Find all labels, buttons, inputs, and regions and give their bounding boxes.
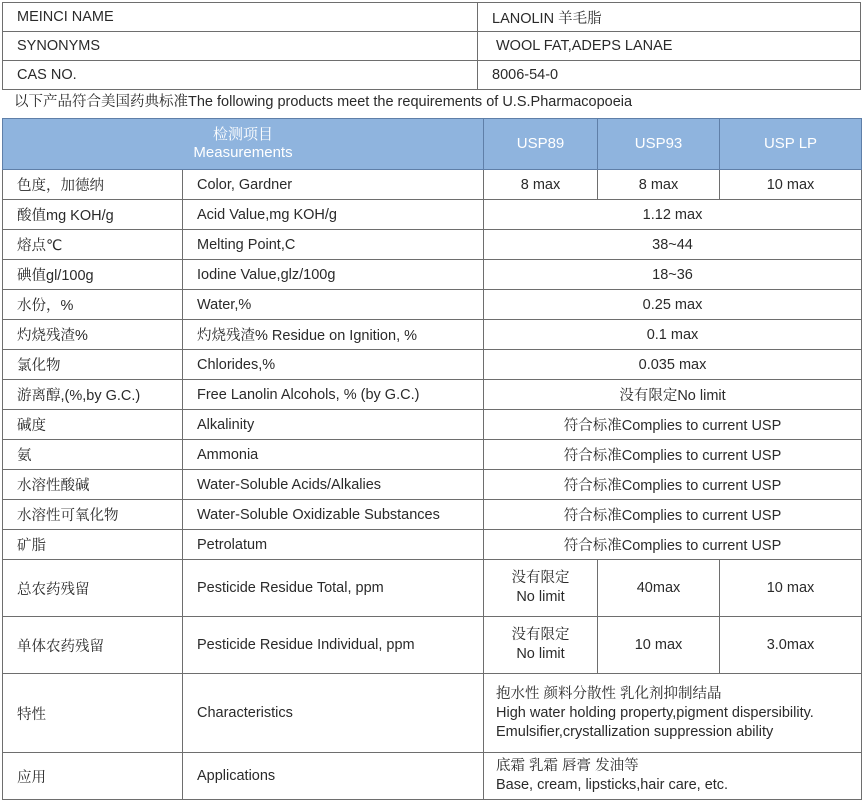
info-row: [3, 3, 861, 32]
item-en: Water-Soluble Oxidizable Substances: [183, 500, 484, 530]
col-header-usplp: USP LP: [720, 119, 862, 170]
table-row: [3, 410, 862, 440]
info-row: [3, 32, 861, 61]
measurements-header: [3, 119, 484, 170]
item-cn: 单体农药残留: [3, 617, 183, 674]
measurements-header-cn: 检测项目: [212, 126, 273, 143]
item-en: Applications: [183, 753, 484, 800]
value-all: 0.25 max: [484, 290, 862, 320]
value-all: 0.035 max: [484, 350, 862, 380]
value-all: 符合标准Complies to current USP: [484, 470, 862, 500]
item-en: Characteristics: [183, 674, 484, 753]
info-label: MEINCI NAME: [3, 3, 478, 32]
item-en: Melting Point,C: [183, 230, 484, 260]
item-cn: 酸值mg KOH/g: [3, 200, 183, 230]
value-all: 18~36: [484, 260, 862, 290]
info-row: [3, 61, 861, 90]
item-en: Water-Soluble Acids/Alkalies: [183, 470, 484, 500]
item-cn: 矿脂: [3, 530, 183, 560]
value-all: 符合标准Complies to current USP: [484, 530, 862, 560]
table-row: [3, 290, 862, 320]
usp-compliance-note: 以下产品符合美国药典标准The following products meet the requirements of U.S.Pharmacopoeia: [14, 94, 633, 110]
applications-line-cn: 底霜 乳霜 唇膏 发油等: [496, 758, 639, 774]
table-row: [3, 753, 862, 800]
table-row: [3, 170, 862, 200]
characteristics-line-cn: 抱水性 颜料分散性 乳化剂抑制结晶: [496, 685, 722, 702]
applications-line-en: Base, cream, lipsticks,hair care, etc.: [496, 777, 729, 793]
value-all: 0.1 max: [484, 320, 862, 350]
characteristics-line-en2: Emulsifier,crystallization suppression ability: [496, 723, 774, 740]
value-usp89: [484, 560, 598, 617]
item-cn: 碘值gl/100g: [3, 260, 183, 290]
item-cn: 水份，%: [3, 290, 183, 320]
product-info-table: [2, 2, 861, 90]
table-row: [3, 320, 862, 350]
value-usp93: 10 max: [598, 617, 720, 674]
item-en: Ammonia: [183, 440, 484, 470]
item-en: 灼烧残渣% Residue on Ignition, %: [183, 320, 484, 350]
item-en: Color, Gardner: [183, 170, 484, 200]
item-cn: 游离醇,(%,by G.C.): [3, 380, 183, 410]
item-cn: 特性: [3, 674, 183, 753]
table-row: [3, 230, 862, 260]
table-row: [3, 530, 862, 560]
item-cn: 碱度: [3, 410, 183, 440]
info-label: SYNONYMS: [3, 32, 478, 61]
value-usp93: 8 max: [598, 170, 720, 200]
info-label: CAS NO.: [3, 61, 478, 90]
item-en: Chlorides,%: [183, 350, 484, 380]
table-row: [3, 200, 862, 230]
value-usp89-cn: 没有限定: [511, 627, 570, 643]
value-all: 符合标准Complies to current USP: [484, 500, 862, 530]
item-cn: 熔点℃: [3, 230, 183, 260]
item-en: Pesticide Residue Total, ppm: [183, 560, 484, 617]
item-cn: 灼烧残渣%: [3, 320, 183, 350]
info-value: 8006-54-0: [478, 61, 861, 90]
value-usp93: 40max: [598, 560, 720, 617]
item-cn: 水溶性酸碱: [3, 470, 183, 500]
item-cn: 水溶性可氧化物: [3, 500, 183, 530]
info-value: LANOLIN 羊毛脂: [478, 3, 861, 32]
col-header-usp89: USP89: [484, 119, 598, 170]
value-usp89-en: No limit: [516, 589, 565, 605]
item-en: Pesticide Residue Individual, ppm: [183, 617, 484, 674]
header-row: [3, 119, 862, 170]
table-row: [3, 350, 862, 380]
applications-value: [484, 753, 862, 800]
value-usplp: 3.0max: [720, 617, 862, 674]
value-usp89-en: No limit: [516, 646, 565, 662]
item-en: Alkalinity: [183, 410, 484, 440]
value-usplp: 10 max: [720, 560, 862, 617]
characteristics-line-en1: High water holding property,pigment dispersibility.: [496, 704, 814, 721]
item-cn: 应用: [3, 753, 183, 800]
item-en: Acid Value,mg KOH/g: [183, 200, 484, 230]
item-en: Petrolatum: [183, 530, 484, 560]
value-all: 没有限定No limit: [484, 380, 862, 410]
value-usp89: 8 max: [484, 170, 598, 200]
item-cn: 色度，加德纳: [3, 170, 183, 200]
table-row: [3, 260, 862, 290]
value-usp89: [484, 617, 598, 674]
col-header-usp93: USP93: [598, 119, 720, 170]
table-row: [3, 440, 862, 470]
item-en: Water,%: [183, 290, 484, 320]
table-row: [3, 470, 862, 500]
characteristics-value: [484, 674, 862, 753]
value-all: 符合标准Complies to current USP: [484, 440, 862, 470]
value-usplp: 10 max: [720, 170, 862, 200]
item-cn: 总农药残留: [3, 560, 183, 617]
measurements-table: [2, 118, 862, 800]
value-all: 1.12 max: [484, 200, 862, 230]
item-cn: 氨: [3, 440, 183, 470]
measurements-header-en: Measurements: [193, 144, 293, 161]
info-value: WOOL FAT,ADEPS LANAE: [478, 32, 861, 61]
table-row: [3, 674, 862, 753]
value-all: 符合标准Complies to current USP: [484, 410, 862, 440]
item-en: Free Lanolin Alcohols, % (by G.C.): [183, 380, 484, 410]
item-cn: 氯化物: [3, 350, 183, 380]
table-row: [3, 380, 862, 410]
table-row: [3, 560, 862, 617]
table-row: [3, 617, 862, 674]
value-all: 38~44: [484, 230, 862, 260]
table-row: [3, 500, 862, 530]
item-en: Iodine Value,glz/100g: [183, 260, 484, 290]
value-usp89-cn: 没有限定: [511, 570, 570, 586]
